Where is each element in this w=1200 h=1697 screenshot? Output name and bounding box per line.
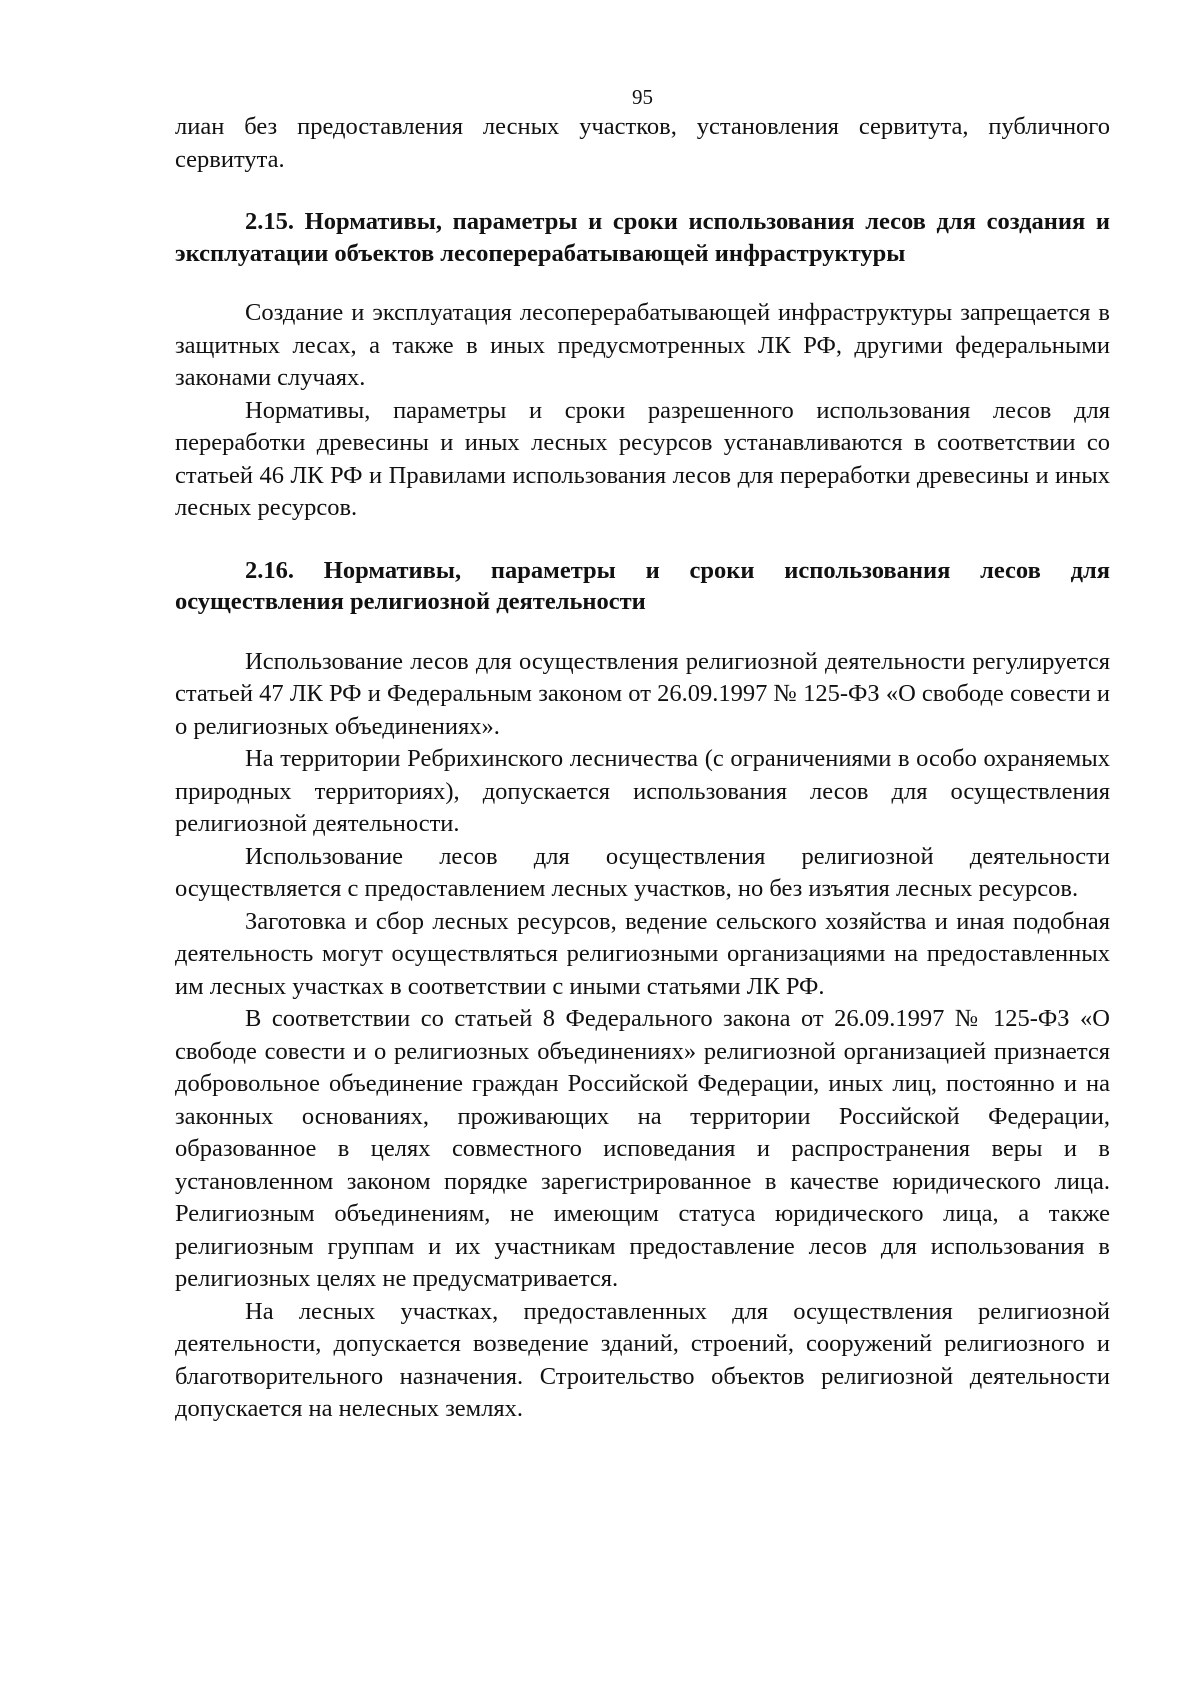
section-spacer: [175, 618, 1110, 646]
intro-paragraph: лиан без предоставления лесных участков, установления сервитута, публичного сервитута.: [175, 113, 1110, 173]
paragraph: На лесных участках, предоставленных для осуществления религиозной деятельности, допускается возведение зданий, строений, сооружений религиозного и благотворительного назначения. Строительство объектов религиозной деятельности допускается на нелесных землях.: [175, 1297, 1110, 1422]
paragraph: Использование лесов для осуществления религиозной деятельности осуществляется с предоставлением лесных участков, но без изъятия лесных ресурсов.: [175, 842, 1110, 902]
page-number: 95: [632, 85, 653, 109]
paragraph: В соответствии со статьей 8 Федерального закона от 26.09.1997 № 125-ФЗ «О свободе совести и о религиозных объединениях» религиозной организацией признается добровольное объединение граждан Российской Федерации, иных лиц, постоянно и на законных основаниях, проживающих на территории Российской Федерации, образованное в целях совместного исповедания и распространения веры и в установленном законом порядке зарегистрированное в качестве юридического лица. Религиозным объединениям, не имеющим статуса юридического лица, а также религиозным группам и их участникам предоставление лесов для использования в религиозных целях не предусматривается.: [175, 1005, 1110, 1292]
paragraph: Создание и эксплуатация лесоперерабатывающей инфраструктуры запрещается в защитных лесах, а также в иных предусмотренных ЛК РФ, другими федеральными законами случаях.: [175, 299, 1110, 391]
paragraph: Нормативы, параметры и сроки разрешенного использования лесов для переработки древесины и иных лесных ресурсов устанавливаются в соответствии со статьей 46 ЛК РФ и Правилами использования лесов для переработки древесины и иных лесных ресурсов.: [175, 396, 1110, 521]
section-spacer: [175, 269, 1110, 297]
paragraph: На территории Ребрихинского лесничества (с ограничениями в особо охраняемых природных территориях), допускается использования лесов для осуществления религиозной деятельности.: [175, 745, 1110, 837]
section-heading-2-16: 2.16. Нормативы, параметры и сроки использования лесов для осуществления религиозной деятельности: [175, 556, 1110, 615]
section-spacer: [175, 525, 1110, 555]
document-page: [175, 85, 1110, 1426]
section-spacer: [175, 176, 1110, 206]
paragraph: Заготовка и сбор лесных ресурсов, ведение сельского хозяйства и иная подобная деятельность могут осуществляться религиозными организациями на предоставленных им лесных участках в соответствии с иными статьями ЛК РФ.: [175, 907, 1110, 1000]
paragraph: Использование лесов для осуществления религиозной деятельности регулируется статьей 47 ЛК РФ и Федеральным законом от 26.09.1997 № 125-ФЗ «О свободе совести и о религиозных объединениях».: [175, 647, 1110, 740]
section-heading-2-15: 2.15. Нормативы, параметры и сроки использования лесов для создания и эксплуатации объектов лесоперерабатывающей инфраструктуры: [175, 208, 1110, 267]
